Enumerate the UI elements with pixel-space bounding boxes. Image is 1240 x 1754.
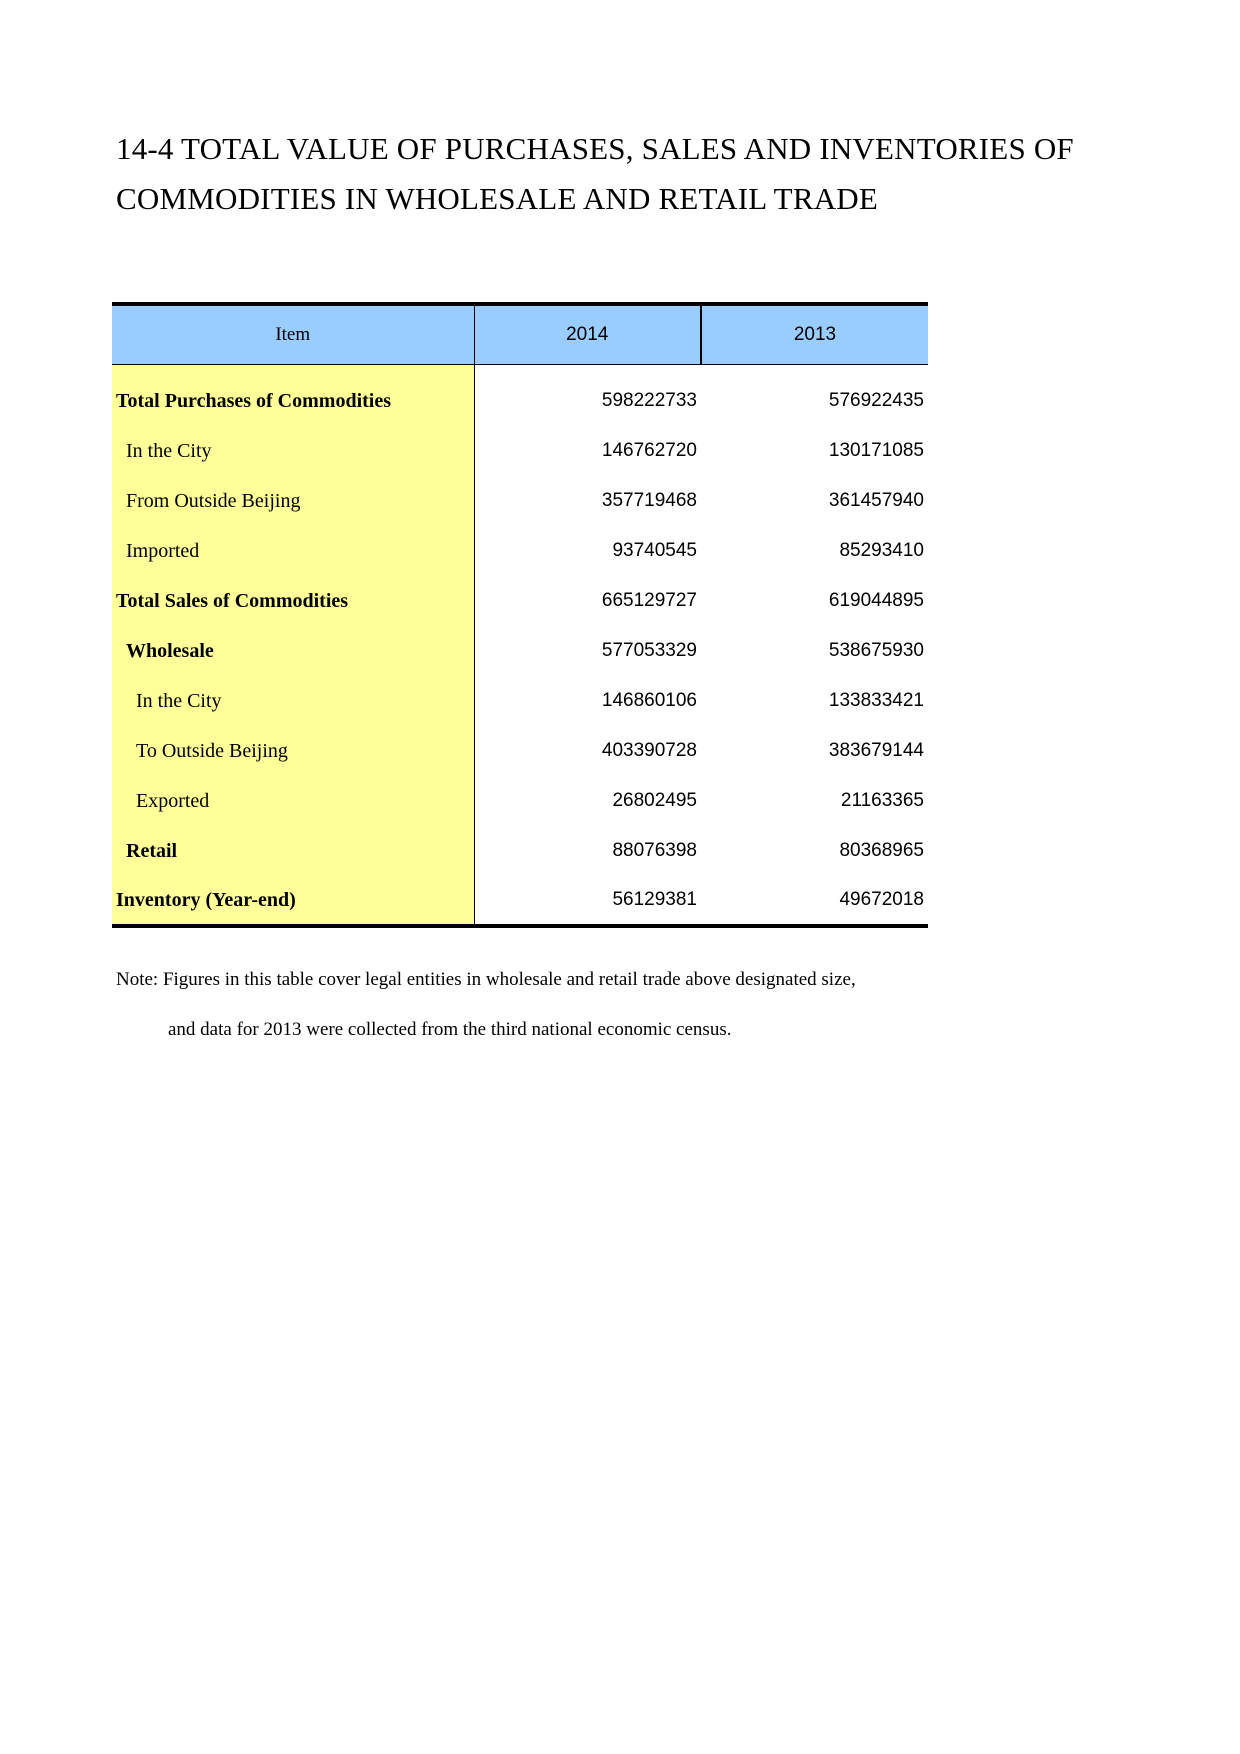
cell-2013: 49672018 (701, 876, 928, 926)
header-2014: 2014 (474, 304, 701, 364)
row-label: Inventory (Year-end) (112, 876, 474, 926)
data-table-container (112, 302, 928, 934)
table-row (112, 676, 928, 726)
table-row (112, 826, 928, 876)
table-row (112, 576, 928, 626)
table-row (112, 626, 928, 676)
row-label: Exported (112, 776, 474, 826)
row-label: In the City (112, 426, 474, 476)
cell-2014: 93740545 (612, 540, 697, 561)
table-row (112, 726, 928, 776)
cell-2014: 146860106 (601, 690, 697, 711)
cell-2013: 383679144 (828, 740, 924, 761)
row-label: In the City (112, 676, 474, 726)
cell-2013: 538675930 (828, 640, 924, 661)
cell-2013: 80368965 (839, 840, 924, 861)
title-line-1: 14-4 TOTAL VALUE OF PURCHASES, SALES AND INVENTORIES OF (116, 131, 1074, 166)
data-table (112, 302, 928, 928)
table-row (112, 426, 928, 476)
row-label: Retail (112, 826, 474, 876)
cell-2013: 85293410 (839, 540, 924, 561)
cell-2013: 576922435 (828, 390, 924, 411)
row-label: Total Sales of Commodities (112, 576, 474, 626)
row-label: Total Purchases of Commodities (112, 376, 474, 426)
table-row (112, 776, 928, 826)
cell-2014: 665129727 (601, 590, 697, 611)
title-line-2: COMMODITIES IN WHOLESALE AND RETAIL TRADE (116, 181, 879, 216)
cell-2014: 598222733 (601, 390, 697, 411)
table-row (112, 476, 928, 526)
cell-2014: 577053329 (601, 640, 697, 661)
cell-2014: 403390728 (601, 740, 697, 761)
table-row (112, 376, 928, 426)
table-spacer-row (112, 364, 928, 376)
header-item: Item (112, 304, 474, 364)
cell-2014: 26802495 (612, 790, 697, 811)
table-header-row (112, 304, 928, 364)
row-label: Wholesale (112, 626, 474, 676)
cell-2013: 361457940 (828, 490, 924, 511)
note-line-1: Note: Figures in this table cover legal entities in wholesale and retail trade above designated size, (116, 969, 856, 990)
row-label: From Outside Beijing (112, 476, 474, 526)
header-2013: 2013 (701, 304, 928, 364)
row-label: Imported (112, 526, 474, 576)
cell-2013: 133833421 (828, 690, 924, 711)
cell-2013: 619044895 (828, 590, 924, 611)
cell-2014: 56129381 (474, 876, 701, 926)
cell-2013: 130171085 (828, 440, 924, 461)
cell-2014: 88076398 (612, 840, 697, 861)
cell-2013: 21163365 (840, 790, 924, 811)
table-row (112, 876, 928, 926)
row-label: To Outside Beijing (112, 726, 474, 776)
page-title (116, 124, 1074, 224)
table-row (112, 526, 928, 576)
table-note (116, 955, 928, 1055)
cell-2014: 146762720 (601, 440, 697, 461)
cell-2014: 357719468 (601, 490, 697, 511)
note-line-2: and data for 2013 were collected from the third national economic census. (168, 1019, 732, 1040)
